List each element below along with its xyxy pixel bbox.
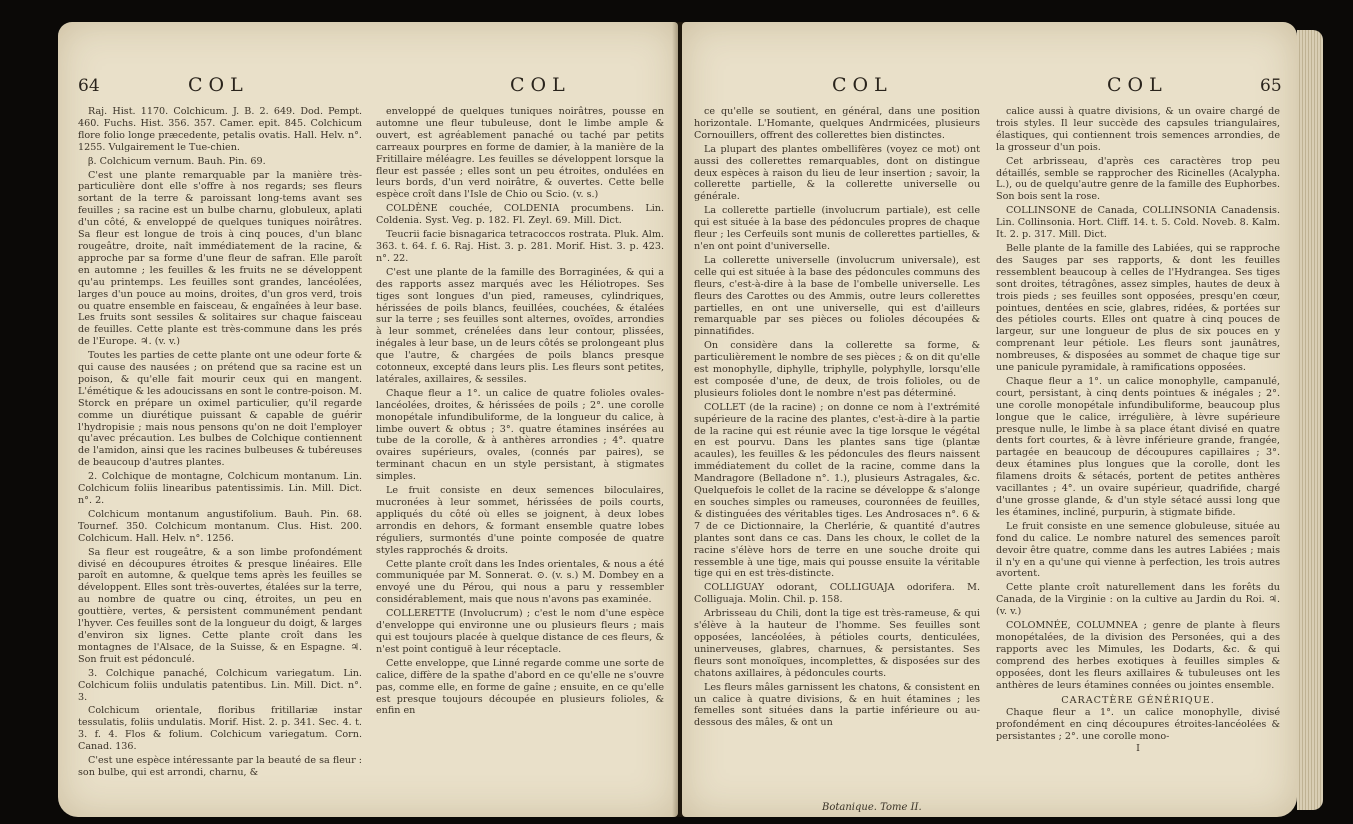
paragraph: COLLIGUAY odorant, COLLIGUAJA odorifera. M. Colliguaja. Molin. Chil. p. 158.: [694, 582, 980, 606]
paragraph: calice aussi à quatre divisions, & un ovaire chargé de trois styles. Il leur succède des capsules triangulaires, élastiques, qui contiennent trois semences arrondies, de la grosseur d'un pois.: [996, 106, 1280, 153]
paragraph: Cette enveloppe, que Linné regarde comme une sorte de calice, diffère de la spathe d'abord en ce qu'elle ne s'ouvre pas, comme elle, en forme de gaîne ; ensuite, en ce qu'elle est presque toujours découpée en plusieurs folioles, & enfin en: [376, 657, 664, 717]
left-page-header: [58, 74, 678, 102]
paragraph: Chaque fleur a 1°. un calice monophylle, divisé profondément en cinq découpures étroites-lancéolées & persistantes ; 2°. une corolle mono-: [996, 707, 1280, 743]
right-header-word-1: COL: [832, 74, 893, 96]
left-header-word-2: COL: [510, 74, 571, 96]
right-header-word-2: COL: [1107, 74, 1168, 96]
paragraph: Les fleurs mâles garnissent les chatons, & consistent en un calice à quatre divisions, & en huit étamines ; les femelles sont situées dans la partie inférieure ou au-dessous des mâles, & ont un: [694, 681, 980, 729]
left-page: [58, 22, 678, 817]
page-edges: [1297, 30, 1323, 810]
paragraph: β. Colchicum vernum. Bauh. Pin. 69.: [88, 155, 266, 167]
left-header-word-1: COL: [188, 74, 249, 96]
right-page-header: [682, 74, 1297, 102]
paragraph: Cette plante croît naturellement dans les forêts du Canada, de la Virginie : on la cultive au Jardin du Roi. ♃. (v. v.): [996, 582, 1280, 618]
paragraph: Chaque fleur a 1°. un calice de quatre folioles ovales-lancéolées, droites, & hérissées de poils ; 2°. une corolle monopétale infundibuliforme, de la longueur du calice, à limbe ouvert & obtus ; 3°. quatre étamines insérées au tube de la corolle, & à anthères arrondies ; 4°. quatre ovaires supérieurs, ovales, (connés par paires), se terminant chacun en un style persistant, à stigmates simples.: [376, 387, 664, 483]
right-column-1: [694, 106, 980, 796]
section-heading: CARACTÈRE GÉNÉRIQUE.: [1061, 694, 1215, 706]
paragraph: C'est une plante de la famille des Borraginées, & qui a des rapports assez marqués avec les Héliotropes. Ses tiges sont longues d'un pied, rameuses, cylindriques, hérissées de poils blancs, feuillées, couchées, & étalées sur la terre ; ses feuilles sont alternes, ovoïdes, arrondies à leur sommet, crénelées dans leur contour, plissées, inégales à leur base, un de leurs côtés se prolongeant plus que l'autre, & chargées de poils blancs presque cotonneux, excepté dans leurs plis. Les fleurs sont petites, latérales, axillaires, & sessiles.: [376, 266, 664, 385]
left-column-1: [78, 106, 362, 816]
paragraph: Arbrisseau du Chili, dont la tige est très-rameuse, & qui s'élève à la hauteur de l'homme. Ses feuilles sont opposées, lancéolées, à pétioles courts, denticulées, uninerveuses, glabres, charnues, & persistantes. Ses fleurs sont monoïques, incomplettes, & disposées sur des chatons axillaires, à pédoncules courts.: [694, 608, 980, 679]
paragraph: Raj. Hist. 1170. Colchicum. J. B. 2. 649. Dod. Pempt. 460. Fuchs. Hist. 356. 357. Camer. epit. 845. Colchicum flore folio longe præcedente, petalis ovatis. Hall. Helv. n°. 1255. Vulgairement le Tue-chien.: [78, 106, 362, 153]
paragraph: Cet arbrisseau, d'après ces caractères trop peu détaillés, semble se rapprocher des Ricinelles (Acalypha. L.), ou de quelqu'autre genre de la famille des Euphorbes. Son bois sent la rose.: [996, 155, 1280, 203]
right-column-2: [996, 106, 1280, 816]
paragraph: COLLET (de la racine) ; on donne ce nom à l'extrémité supérieure de la racine des plantes, c'est-à-dire à la partie de la racine qui est réunie avec la tige lorsque le végétal en est pourvu. Dans les plantes sans tige (plantæ acaules), les feuilles & les pédoncules des fleurs naissent immédiatement du collet de la racine, comme dans la Mandragore (Belladone n°. 1.), plusieurs Astragales, &c. Quelquefois le collet de la racine se développe & s'alonge en souches simples ou rameuses, couronnées de feuilles, & distinguées des véritables tiges. Les Androsaces n°. 6 & 7 de ce Dictionnaire, la Cherlérie, & quantité d'autres plantes sont dans ce cas. Dans les choux, le collet de la racine s'élève hors de terre en une souche droite qui ressemble à une tige, mais qui pousse ensuite la véritable tige qui en est très-distincte.: [694, 401, 980, 580]
paragraph: Le fruit consiste en une semence globuleuse, située au fond du calice. Le nombre naturel des semences paroît devoir être quatre, comme dans les autres Labiées ; mais il n'y en a qu'une qui vienne à perfection, les trois autres avortent.: [996, 520, 1280, 580]
right-page: [682, 22, 1297, 817]
paragraph: Sa fleur est rougeâtre, & a son limbe profondément divisé en découpures étroites & presque linéaires. Elle paroît en automne, & quelque tems après les feuilles se développent. Elles sont très-ouvertes, étalées sur la terre, au nombre de quatre ou cinq, étroites, un peu en gouttière, vertes, & persistent communément pendant l'hyver. Ces feuilles sont de la longueur du doigt, & larges d'environ six lignes. Cette plante croît dans les montagnes de l'Alsace, de la Suisse, & en Espagne. ♃. Son fruit est pédonculé.: [78, 546, 362, 665]
paragraph: Chaque fleur a 1°. un calice monophylle, campanulé, court, persistant, à cinq dents pointues & inégales ; 2°. une corolle monopétale infundibuliforme, beaucoup plus longue que le calice, irrégulière, à lèvre supérieure presque nulle, le limbe à sa place étant divisé en quatre dents fort courtes, & à lèvre inférieure grande, frangée, partagée en beaucoup de découpures capillaires ; 3°. deux étamines plus longues que la corolle, dont les filamens droits & sétacés, portent de petites anthères vacillantes ; 4°. un ovaire supérieur, quadrifide, chargé d'une grosse glande, & d'un style sétacé aussi long que les étamines, incliné, purpurin, à stigmate bifide.: [996, 375, 1280, 518]
paragraph: La collerette partielle (involucrum partiale), est celle qui est située à la base des pédoncules propres de chaque fleur ; les Cerfeuils sont munis de collerettes partielles, & n'en ont point d'universelle.: [694, 205, 980, 252]
paragraph: On considère dans la collerette sa forme, & particulièrement le nombre de ses pièces ; & on dit qu'elle est monophylle, diphylle, triphylle, polyphylle, lorsqu'elle est composée d'une, de deux, de trois folioles, ou de plusieurs folioles dont le nombre n'est pas déterminé.: [694, 340, 980, 399]
paragraph: Colchicum montanum angustifolium. Bauh. Pin. 68. Tournef. 350. Colchicum montanum. Clus. Hist. 200. Colchicum. Hall. Helv. n°. 1256.: [78, 508, 362, 544]
paragraph: La collerette universelle (involucrum universale), est celle qui est située à la base des pédoncules communs des fleurs, c'est-à-dire à la base de l'ombelle universelle. Les fleurs des Carottes ou des Ammis, outre leurs collerettes partielles, en ont une universelle, qui est d'ailleurs remarquable par ses pièces ou folioles découpées & pinnatifides.: [694, 254, 980, 338]
paragraph: 2. Colchique de montagne, Colchicum montanum. Lin. Colchicum foliis linearibus patentissimis. Lin. Mill. Dict. n°. 2.: [78, 471, 362, 506]
paragraph: Cette plante croît dans les Indes orientales, & nous a été communiquée par M. Sonnerat. ⊙. (v. s.) M. Dombey en a envoyé une du Pérou, qui nous a paru y ressembler considérablement, mais que nous n'avons pas examinée.: [376, 558, 664, 606]
paragraph: La plupart des plantes ombellifères (voyez ce mot) ont aussi des collerettes remarquables, dont on distingue deux espèces à raison du lieu de leur insertion ; savoir, la collerette partielle, & la collerette universelle ou générale.: [694, 143, 980, 203]
paragraph: enveloppé de quelques tuniques noirâtres, pousse en automne une fleur tubuleuse, dont le limbe ample & ouvert, est agréablement panaché ou taché par petits carreaux pourpres en forme de damier, à la manière de la Fritillaire méléagre. Les feuilles se développent lorsque la fleur est passée ; elles sont un peu étroites, ondulées en leurs bords, d'un verd noirâtre, & ouvertes. Cette belle espèce croît dans l'Isle de Chio ou Scio. (v. s.): [376, 106, 664, 201]
left-column-2: [376, 106, 664, 816]
paragraph: C'est une espèce intéressante par la beauté de sa fleur : son bulbe, qui est arrondi, charnu, &: [78, 755, 362, 778]
paragraph: COLDÈNE couchée, COLDENIA procumbens. Lin. Coldenia. Syst. Veg. p. 182. Fl. Zeyl. 69. Mill. Dict.: [376, 203, 664, 227]
paragraph: Belle plante de la famille des Labiées, qui se rapproche des Sauges par ses rapports, & dont les feuilles ressemblent beaucoup à celles de l'Hydrangea. Ses tiges sont droites, tétragônes, assez simples, hautes de deux à trois pieds ; ses feuilles sont opposées, presqu'en cœur, pointues, dentées en scie, glabres, ridées, & portées sur des pétioles courts. Elles ont quatre à cinq pouces de largeur, sur une longueur de plus de six pouces en y comprenant leur pétiole. Les fleurs sont jaunâtres, nombreuses, & disposées au sommet de chaque tige sur une panicule pyramidale, à ramifications opposées.: [996, 242, 1280, 374]
volume-footer: Botanique. Tome II.: [822, 802, 922, 813]
paragraph: COLLERETTE (Involucrum) ; c'est le nom d'une espèce d'enveloppe qui environne une ou plusieurs fleurs ; mais qui est toujours placée à quelque distance de ces fleurs, & n'est point contiguë à leur réceptacle.: [376, 608, 664, 655]
signature-mark: I: [1136, 743, 1140, 755]
paragraph: C'est une plante remarquable par la manière très-particulière dont elle s'offre à nos regards; ses fleurs sortant de la terre & paroissant long-tems avant ses feuilles ; sa racine est un bulbe charnu, globuleux, aplati d'un côté, & enveloppé de quelques tuniques noirâtres. Sa fleur est longue de trois à cinq pouces, d'un blanc rougeâtre, droite, naît immédiatement de la racine, & approche par sa forme d'une fleur de safran. Elle paroît en automne ; les feuilles & les fruits ne se développent qu'au printemps. Les feuilles sont grandes, lancéolées, larges d'un pouce au moins, droites, d'un gros verd, trois ou quatre ensemble en faisceau, & engaînées à leur base. Les fruits sont sessiles & solitaires sur chaque faisceau de feuilles. Cette plante est très-commune dans les prés de l'Europe. ♃. (v. v.): [78, 169, 362, 348]
right-page-number: 65: [1260, 76, 1282, 96]
paragraph: COLOMNÉE, COLUMNEA ; genre de plante à fleurs monopétalées, de la division des Personées, qui a des rapports avec les Mimules, les Dodarts, &c. & qui comprend des herbes exotiques à feuilles simples & opposées, dont les fleurs axillaires & tubuleuses ont les anthères de leurs étamines connées ou jointes ensemble.: [996, 620, 1280, 691]
paragraph: Le fruit consiste en deux semences biloculaires, mucronées à leur sommet, hérissées de poils courts, appliqués du côté où elles se joignent, à deux lobes arrondis en dehors, & formant ensemble quatre lobes réguliers, surmontés d'une pointe composée de quatre styles rapprochés & droits.: [376, 485, 664, 556]
left-page-number: 64: [78, 76, 100, 96]
paragraph: 3. Colchique panaché, Colchicum variegatum. Lin. Colchicum foliis undulatis patentibus. Lin. Mill. Dict. n°. 3.: [78, 667, 362, 703]
paragraph: Toutes les parties de cette plante ont une odeur forte & qui cause des nausées ; on prétend que sa racine est un poison, & qu'elle fait mourir ceux qui en mangent. L'émétique & les adoucissans en sont le contre-poison. M. Storck en prépare un oximel particulier, qu'il regarde comme un diurétique puissant & capable de guérir l'hydropisie ; mais nous pensons qu'on ne doit l'employer qu'avec précaution. Les bulbes de Colchique contiennent de l'amidon, ainsi que les racines bulbeuses & tubéreuses de beaucoup d'autres plantes.: [78, 350, 362, 469]
paragraph: Teucrii facie bisnagarica tetracoccos rostrata. Pluk. Alm. 363. t. 64. f. 6. Raj. Hist. 3. p. 281. Morif. Hist. 3. p. 423. n°. 22.: [376, 229, 664, 264]
paragraph: COLLINSONE de Canada, COLLINSONIA Canadensis. Lin. Collinsonia. Hort. Cliff. 14. t. 5. Cold. Noveb. 8. Kalm. It. 2. p. 317. Mill. Dict.: [996, 205, 1280, 241]
paragraph: ce qu'elle se soutient, en général, dans une position horizontale. L'Homante, quelques Andrmicées, plusieurs Cornouillers, offrent des collerettes bien distinctes.: [694, 106, 980, 141]
paragraph: Colchicum orientale, floribus fritillariæ instar tessulatis, foliis undulatis. Morif. Hist. 2. p. 341. Sec. 4. t. 3. f. 4. Flos & folium. Colchicum variegatum. Corn. Canad. 136.: [78, 705, 362, 753]
